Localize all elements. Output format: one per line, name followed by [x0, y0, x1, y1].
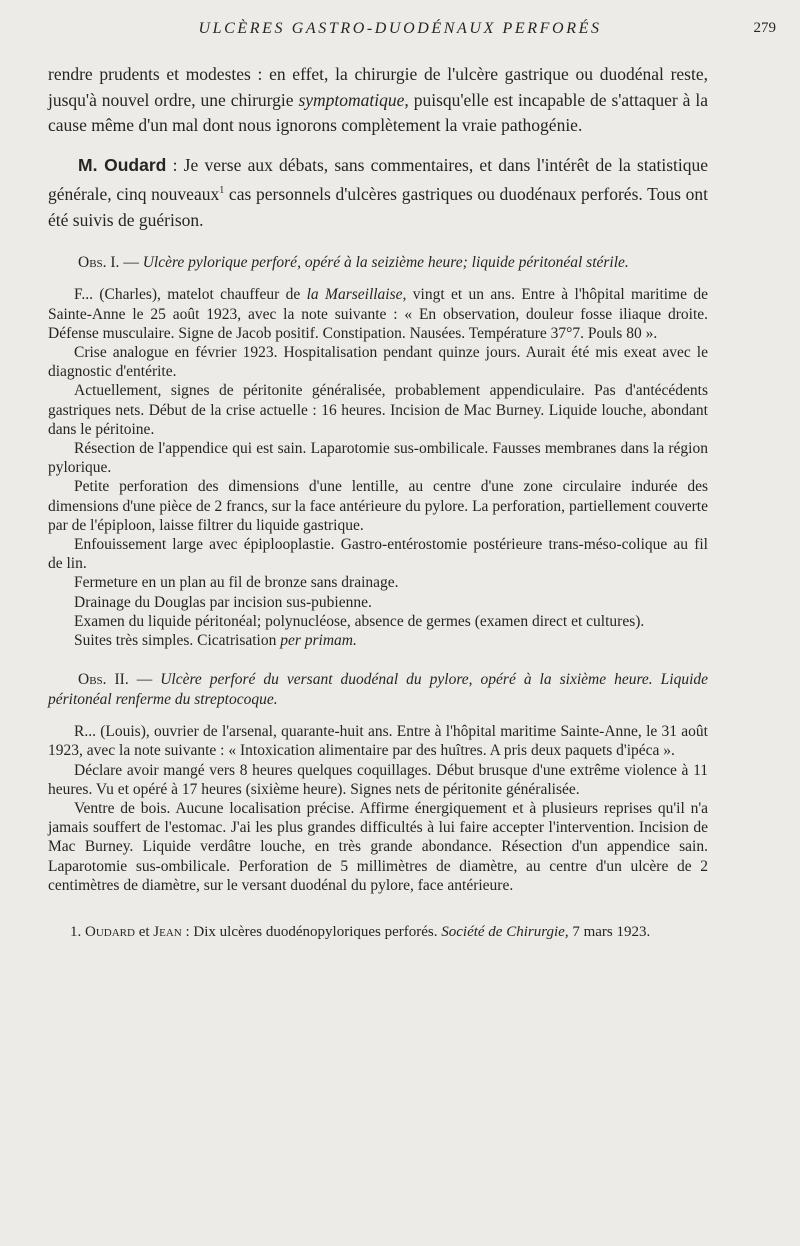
oudard-text: : Je verse aux débats, sans commentaires, et dans l'intérêt de la statistique générale, cinq nouveaux [48, 154, 709, 205]
obs2-paragraph: Ventre de bois. Aucune localisation précise. Affirme énergiquement et à plusieurs reprises qu'il n'a jamais souffert de l'estomac. J'ai les plus grandes difficultés à lui faire accepter l'intervention. Incision de Mac Burney. Liquide verdâtre louche, en très grande abondance. Résection d'un appendice sain. Laparotomie sus-ombilicale. Perforation de 5 millimètres de diamètre, au centre d'un ulcère de 2 centimètres de diamètre, sur le versant duodénal du pylore, face antérieure. [48, 800, 708, 894]
obs1-p10-emphasis: per primam. [280, 632, 357, 650]
footnote-author: Oudard [85, 924, 135, 941]
obs1-paragraph: Crise analogue en février 1923. Hospitalisation pendant quinze jours. Aurait été mis exeat avec le diagnostic d'entérite. [48, 344, 708, 381]
footnote-author: Jean [153, 924, 182, 941]
obs1-heading [48, 253, 708, 273]
oudard-paragraph [48, 153, 708, 234]
intro-text: rendre prudents et modestes : en effet, la chirurgie de l'ulcère gastrique ou duodénal reste, jusqu'à nouvel ordre, une chirurgie [48, 64, 708, 110]
running-title: ULCÈRES GASTRO-DUODÉNAUX PERFORÉS [198, 20, 602, 37]
obs2-heading [48, 670, 708, 710]
obs1-title: Ulcère pylorique perforé, opéré à la seizième heure; liquide péritonéal stérile. [142, 254, 629, 272]
footnote-text: : Dix ulcères duodénopyloriques perforés. [181, 924, 442, 941]
page-number: 279 [753, 20, 776, 36]
obs1-p1-text: F... (Charles), matelot chauffeur de [74, 286, 307, 304]
speaker-name: M. Oudard [78, 154, 167, 175]
footnote-date: 7 mars 1923. [568, 924, 651, 941]
obs1-paragraph: Fermeture en un plan au fil de bronze sans drainage. [74, 574, 399, 592]
page-body [48, 62, 708, 942]
obs1-paragraph: Examen du liquide péritonéal; polynucléose, absence de germes (examen direct et cultures). [74, 612, 645, 630]
obs1-paragraph: Petite perforation des dimensions d'une lentille, au centre d'une zone circulaire indurée des dimensions d'une pièce de 2 francs, sur la face antérieure du pylore. La perforation, partiellement couverte par de l'épiploon, laisse filtrer du liquide gastrique. [48, 478, 708, 534]
intro-emphasis: symptomatique, [298, 89, 409, 110]
obs1-body [48, 285, 708, 650]
intro-paragraph [48, 62, 708, 139]
footnote [48, 923, 708, 942]
obs1-p1-text-end: vingt et un ans. Entre à l'hôpital maritime de Sainte-Anne le 25 août 1923, avec la note suivante : « En observation, douleur fosse iliaque droite. Défense musculaire. Signe de Jacob positif. Constipation. Nausées. Température 37°7. Pouls 80 ». [48, 286, 708, 342]
footnote-and: et [134, 924, 154, 941]
obs2-label: Obs. II. [78, 671, 129, 689]
oudard-text-end: cas personnels d'ulcères gastriques ou duodénaux perforés. Tous ont été suivis de guérison. [48, 184, 708, 230]
footnote-source: Société de Chirurgie, [441, 924, 569, 941]
obs1-paragraph: Enfouissement large avec épiplooplastie. Gastro-entérostomie postérieure trans-méso-colique au fil de lin. [48, 536, 708, 573]
obs1-p10-text: Suites très simples. Cicatrisation [74, 632, 281, 650]
footnote-number: 1. [70, 924, 82, 941]
obs1-paragraph: Résection de l'appendice qui est sain. Laparotomie sus-ombilicale. Fausses membranes dans la région pylorique. [48, 440, 708, 477]
obs2-paragraph: R... (Louis), ouvrier de l'arsenal, quarante-huit ans. Entre à l'hôpital maritime Sainte-Anne, le 31 août 1923, avec la note suivante : « Intoxication alimentaire par des huîtres. A pris deux paquets d'ipéca ». [48, 723, 708, 760]
obs1-paragraph [48, 285, 708, 343]
obs2-paragraph: Déclare avoir mangé vers 8 heures quelques coquillages. Début brusque d'une extrême violence à 11 heures. Vu et opéré à 17 heures (sixième heure). Signes nets de péritonite généralisée. [48, 761, 708, 798]
obs2-title: Ulcère perforé du versant duodénal du pylore, opéré à la sixième heure. Liquide péritonéal renferme du streptocoque. [48, 671, 709, 709]
footnote-ref: 1 [219, 185, 225, 197]
intro-text-end: puisqu'elle est incapable de s'attaquer à la cause même d'un mal dont nous ignorons complètement la vraie pathogénie. [48, 89, 708, 136]
obs1-paragraph: Drainage du Douglas par incision sus-pubienne. [74, 593, 372, 611]
obs1-dash: — [119, 254, 143, 272]
obs2-body [48, 722, 708, 895]
obs1-p1-ship: la Marseillaise, [306, 286, 407, 304]
obs1-label: Obs. I. [78, 254, 120, 272]
obs2-dash: — [128, 671, 161, 689]
obs1-paragraph [48, 631, 708, 650]
obs1-paragraph: Actuellement, signes de péritonite généralisée, probablement appendiculaire. Pas d'antécédents gastriques nets. Début de la crise actuelle : 16 heures. Incision de Mac Burney. Liquide louche, abondant dans le péritoine. [48, 382, 708, 438]
page-header [0, 20, 800, 44]
